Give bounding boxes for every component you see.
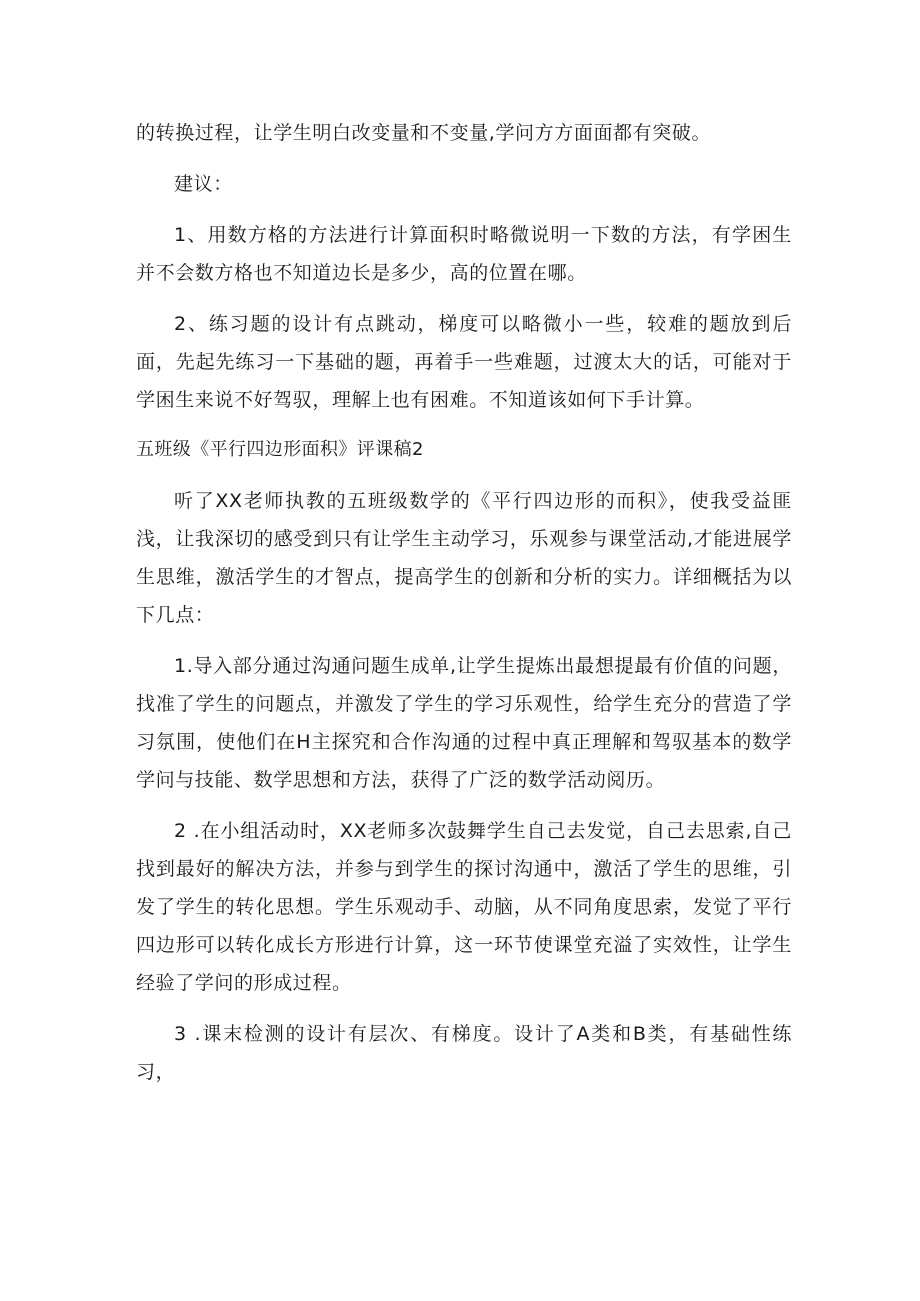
paragraph-continuation: 的转换过程，让学生明白改变量和不变量,学问方方面面都有突破。 bbox=[136, 122, 712, 144]
section-heading: 五班级《平行四边形面积》评课稿2 bbox=[136, 439, 424, 460]
paragraph-point-2: 2 .在小组活动时，XX老师多次鼓舞学生自己去发觉，自己去思索,自己找到最好的解决方法，并参与到学生的探讨沟通中，激活了学生的思维，引发了学生的转化思想。学生乐观动手、动脑，从不同角度思索，发觉了平行四边形可以转化成长方形进行计算，这一环节使课堂充溢了实效性，让学生经验了学问的形成过程。 bbox=[136, 820, 792, 994]
paragraph-suggestion-1: 1、用数方格的方法进行计算面积时略微说明一下数的方法，有学困生并不会数方格也不知道边长是多少，高的位置在哪。 bbox=[136, 224, 792, 284]
paragraph-suggestion-2: 2、练习题的设计有点跳动，梯度可以略微小一些，较难的题放到后面，先起先练习一下基础的题，再着手一些难题，过渡太大的话，可能对于学困生来说不好驾驭，理解上也有困难。不知道该如何下手计算。 bbox=[136, 313, 792, 411]
paragraph-point-1: 1.导入部分通过沟通问题生成单,让学生提炼出最想提最有价值的问题，找准了学生的问题点，并激发了学生的学习乐观性，给学生充分的营造了学习氛围，使他们在H主探究和合作沟通的过程中真正理解和驾驭基本的数学学问与技能、数学思想和方法，获得了广泛的数学活动阅历。 bbox=[136, 655, 792, 791]
document-body bbox=[136, 114, 792, 1091]
paragraph-suggestion-label: 建议： bbox=[174, 173, 233, 195]
paragraph-intro: 听了XX老师执教的五班级数学的《平行四边形的而积》，使我受益匪浅，让我深切的感受到只有让学生主动学习，乐观参与课堂活动,才能进展学生思维，激活学生的才智点，提高学生的创新和分析的实力。详细概括为以下几点： bbox=[136, 490, 792, 626]
paragraph-point-3: 3 .课末检测的设计有层次、有梯度。设计了A类和B类，有基础性练习， bbox=[136, 1023, 792, 1083]
